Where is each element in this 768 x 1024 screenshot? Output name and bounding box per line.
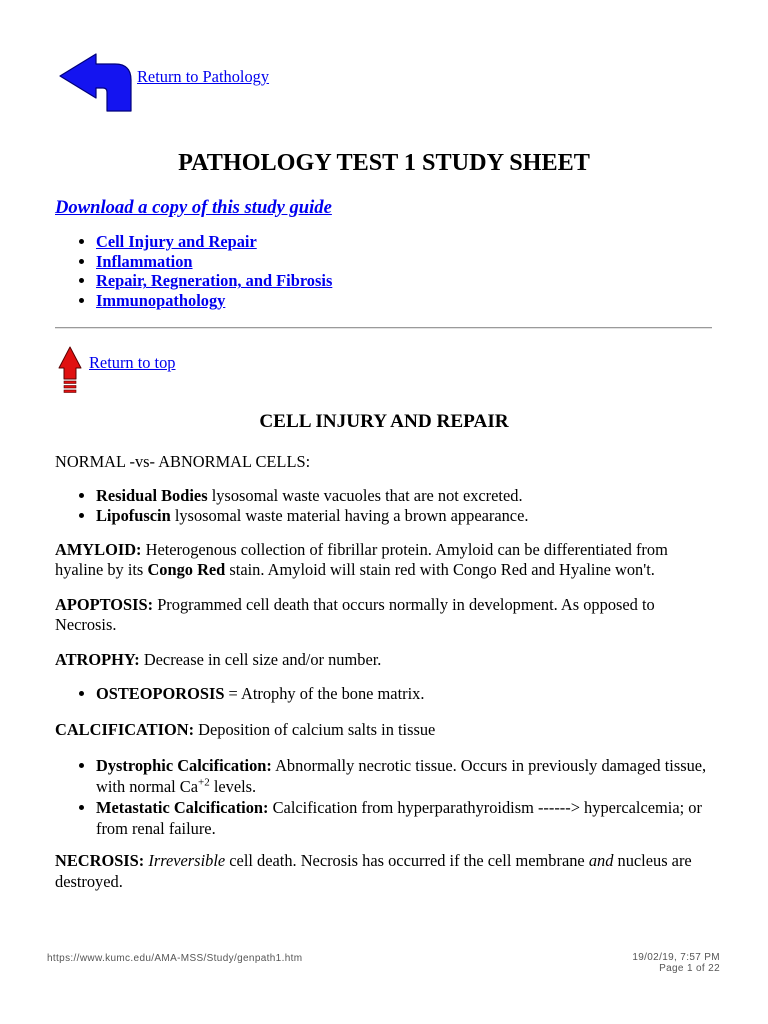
amyloid-text-line1: Heterogenous collection of fibrillar protein. Amyloid can be differentiated from — [145, 540, 668, 559]
calcification-text: Deposition of calcium salts in tissue — [198, 720, 436, 739]
calcification-list — [55, 755, 706, 839]
metastatic-text-line1: Calcification from hyperparathyroidism ------> hypercalcemia; or — [272, 798, 702, 817]
necrosis-text-2: nucleus are — [617, 851, 692, 870]
irreversible-emphasis: Irreversible — [148, 851, 226, 870]
up-arrow-link[interactable] — [58, 345, 86, 395]
toc-link-inflammation[interactable]: Inflammation — [96, 251, 193, 271]
apoptosis-text-line1: Programmed cell death that occurs normally in development. As opposed to — [157, 595, 655, 614]
dystrophic-text-line1: Abnormally necrotic tissue. Occurs in previously damaged tissue, — [275, 756, 707, 775]
toc-item — [96, 232, 332, 252]
amyloid-paragraph — [55, 540, 668, 580]
back-arrow-icon[interactable] — [58, 52, 134, 114]
up-arrow-icon[interactable] — [58, 345, 86, 395]
horizontal-rule — [55, 327, 712, 329]
dystrophic-text-line2-end: levels. — [213, 777, 257, 796]
atrophy-text: Decrease in cell size and/or number. — [143, 650, 382, 669]
toc-item — [96, 271, 332, 291]
footer-meta — [632, 952, 720, 974]
necrosis-text-line2: destroyed. — [55, 872, 123, 891]
calcium-charge-superscript: +2 — [197, 776, 210, 789]
footer-page-number: Page 1 of 22 — [659, 963, 720, 974]
back-arrow-link[interactable] — [58, 52, 134, 114]
atrophy-paragraph — [55, 650, 381, 670]
lipofuscin-definition: lysosomal waste material having a brown appearance. — [174, 506, 529, 525]
toc-item — [96, 291, 332, 311]
section-heading: CELL INJURY AND REPAIR — [259, 411, 509, 432]
footer-datetime: 19/02/19, 7:57 PM — [632, 952, 720, 963]
table-of-contents — [55, 232, 332, 311]
apoptosis-text-line2: Necrosis. — [55, 615, 117, 634]
atrophy-list — [55, 684, 424, 704]
congo-red-emphasis: Congo Red — [147, 560, 226, 579]
list-item — [96, 486, 528, 506]
metastatic-text-line2: from renal failure. — [96, 819, 216, 838]
toc-link-immunopathology[interactable]: Immunopathology — [96, 291, 226, 311]
atrophy-term: ATROPHY: — [55, 650, 140, 669]
download-study-guide-link[interactable]: Download a copy of this study guide — [55, 197, 332, 218]
page-title: PATHOLOGY TEST 1 STUDY SHEET — [178, 149, 590, 176]
necrosis-text-1: cell death. Necrosis has occurred if the cell membrane — [229, 851, 585, 870]
apoptosis-paragraph — [55, 595, 655, 635]
necrosis-term: NECROSIS: — [55, 851, 145, 870]
return-to-pathology-link[interactable]: Return to Pathology — [137, 67, 270, 86]
list-item — [96, 797, 706, 839]
residual-bodies-definition: lysosomal waste vacuoles that are not excreted. — [211, 486, 523, 505]
abnormal-cells-list — [55, 486, 528, 526]
calcification-term: CALCIFICATION: — [55, 720, 195, 739]
return-to-top-link[interactable]: Return to top — [89, 353, 176, 372]
list-item — [96, 755, 706, 797]
dystrophic-calcification-term: Dystrophic Calcification: — [96, 756, 272, 775]
toc-link-repair-regeneration[interactable]: Repair, Regneration, and Fibrosis — [96, 271, 333, 291]
osteoporosis-term: OSTEOPOROSIS — [96, 684, 225, 703]
up-arrow-stripe[interactable] — [64, 386, 76, 389]
calcification-paragraph — [55, 720, 435, 740]
dystrophic-text-line2-start: with normal Ca — [96, 777, 198, 796]
metastatic-calcification-term: Metastatic Calcification: — [96, 798, 269, 817]
and-emphasis: and — [588, 851, 614, 870]
osteoporosis-definition: = Atrophy of the bone matrix. — [228, 684, 425, 703]
up-arrow-stripe[interactable] — [64, 381, 76, 384]
toc-item — [96, 252, 332, 272]
necrosis-paragraph — [55, 850, 692, 892]
normal-abnormal-cells-label: NORMAL -vs- ABNORMAL CELLS: — [55, 452, 311, 471]
residual-bodies-term: Residual Bodies — [96, 486, 208, 505]
list-item — [96, 684, 424, 704]
amyloid-text-line2-end: stain. Amyloid will stain red with Congo Red and Hyaline won't. — [229, 560, 655, 579]
back-arrow-shape[interactable] — [60, 54, 131, 111]
footer-url: https://www.kumc.edu/AMA-MSS/Study/genpath1.htm — [47, 953, 303, 964]
list-item — [96, 506, 528, 526]
amyloid-text-line2-start: hyaline by its — [55, 560, 144, 579]
apoptosis-term: APOPTOSIS: — [55, 595, 154, 614]
lipofuscin-term: Lipofuscin — [96, 506, 171, 525]
amyloid-term: AMYLOID: — [55, 540, 142, 559]
up-arrow-stripe[interactable] — [64, 390, 76, 393]
up-arrow-head[interactable] — [59, 347, 81, 379]
toc-link-cell-injury[interactable]: Cell Injury and Repair — [96, 232, 257, 251]
